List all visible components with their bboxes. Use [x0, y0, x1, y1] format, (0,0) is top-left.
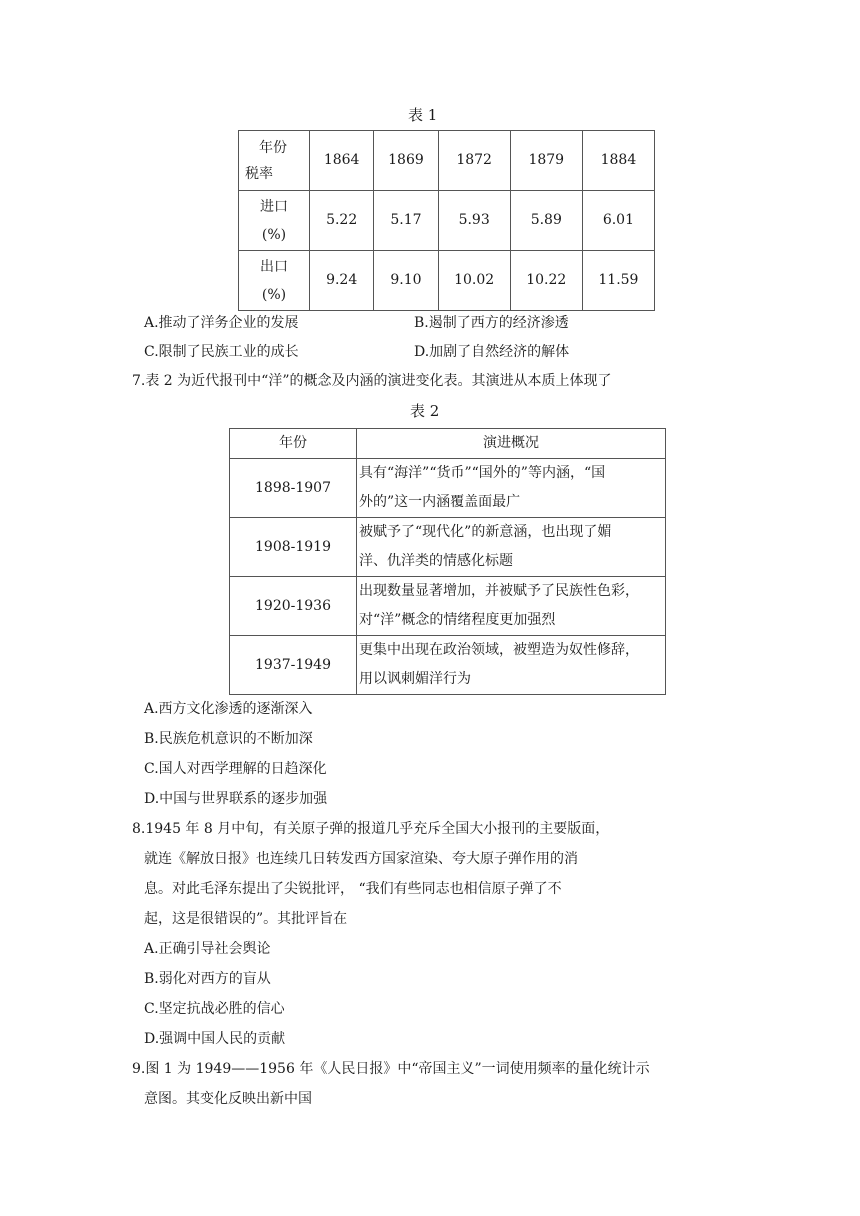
q8-option-c: C.坚定抗战必胜的信心 — [144, 1001, 285, 1017]
q6-option-c: C.限制了民族工业的成长 — [144, 344, 299, 360]
header-rate-label: 税率 — [245, 165, 273, 182]
table-row — [239, 251, 655, 311]
year-cell: 1884 — [582, 131, 654, 191]
table-row — [239, 131, 655, 191]
q6-option-b: B.遏制了西方的经济渗透 — [414, 315, 569, 331]
desc-cell — [357, 636, 666, 695]
value-cell: 10.02 — [438, 251, 510, 311]
row-label-export — [239, 251, 310, 311]
value-cell: 5.22 — [310, 191, 374, 251]
q8-stem-line: 息。对此毛泽东提出了尖锐批评， “我们有些同志也相信原子弹了不 — [144, 881, 562, 897]
q6-option-d: D.加剧了自然经济的解体 — [414, 344, 570, 360]
row-label-import — [239, 191, 310, 251]
row-label-bottom: (%) — [261, 286, 287, 303]
year-cell: 1864 — [310, 131, 374, 191]
row-label-top: 出口 — [260, 258, 288, 275]
header-year-label: 年份 — [259, 139, 287, 156]
q7-option-d: D.中国与世界联系的逐步加强 — [144, 791, 328, 807]
year-cell: 1869 — [374, 131, 438, 191]
table-row — [230, 459, 666, 518]
value-cell: 5.89 — [510, 191, 582, 251]
q6-option-a: A.推动了洋务企业的发展 — [144, 315, 299, 331]
table-row — [239, 191, 655, 251]
desc-cell — [357, 577, 666, 636]
q7-option-a: A.西方文化渗透的逐渐深入 — [144, 701, 313, 717]
desc-cell — [357, 518, 666, 577]
year-cell: 1920-1936 — [230, 577, 357, 636]
value-cell: 5.17 — [374, 191, 438, 251]
value-cell: 9.24 — [310, 251, 374, 311]
q9-stem-line: 意图。其变化反映出新中国 — [144, 1091, 312, 1107]
year-cell: 1937-1949 — [230, 636, 357, 695]
table2-caption: 表 2 — [410, 402, 440, 420]
q8-stem-line: 8.1945 年 8 月中旬，有关原子弹的报道几乎充斥全国大小报刊的主要版面， — [132, 821, 610, 837]
desc-line: 更集中出现在政治领域，被塑造为奴性修辞， — [359, 642, 639, 658]
q8-stem-line: 就连《解放日报》也连续几日转发西方国家渲染、夸大原子弹作用的消 — [144, 851, 578, 867]
q8-option-a: A.正确引导社会舆论 — [144, 941, 271, 957]
table-row — [230, 518, 666, 577]
q7-stem: 7.表 2 为近代报刊中“洋”的概念及内涵的演进变化表。其演进从本质上体现了 — [132, 373, 612, 389]
q8-option-d: D.强调中国人民的贡献 — [144, 1031, 286, 1047]
table-row — [230, 429, 666, 459]
q8-stem-line: 起，这是很错误的”。其批评旨在 — [144, 911, 348, 927]
desc-line: 洋、仇洋类的情感化标题 — [359, 553, 513, 569]
table-header-cell — [239, 131, 310, 191]
desc-line: 用以讽刺媚洋行为 — [359, 671, 471, 687]
q7-option-b: B.民族危机意识的不断加深 — [144, 731, 313, 747]
value-cell: 9.10 — [374, 251, 438, 311]
desc-cell — [357, 459, 666, 518]
table1-caption: 表 1 — [408, 106, 438, 124]
value-cell: 5.93 — [438, 191, 510, 251]
tax-rate-table — [238, 130, 655, 311]
desc-line: 外的”这一内涵覆盖面最广 — [359, 494, 521, 510]
table-row — [230, 577, 666, 636]
col-header-desc: 演进概况 — [357, 429, 666, 459]
value-cell: 6.01 — [582, 191, 654, 251]
year-cell: 1898-1907 — [230, 459, 357, 518]
value-cell: 10.22 — [510, 251, 582, 311]
desc-line: 具有“海洋”“货币”“国外的”等内涵，“国 — [359, 465, 606, 481]
year-cell: 1872 — [438, 131, 510, 191]
col-header-year: 年份 — [230, 429, 357, 459]
year-cell: 1879 — [510, 131, 582, 191]
desc-line: 对“洋”概念的情绪程度更加强烈 — [359, 612, 556, 628]
table-row — [230, 636, 666, 695]
value-cell: 11.59 — [582, 251, 654, 311]
desc-line: 被赋予了“现代化”的新意涵，也出现了媚 — [359, 524, 612, 540]
row-label-top: 进口 — [260, 198, 288, 215]
q7-option-c: C.国人对西学理解的日趋深化 — [144, 761, 327, 777]
yang-evolution-table — [229, 428, 666, 695]
q8-option-b: B.弱化对西方的盲从 — [144, 971, 271, 987]
row-label-bottom: (%) — [261, 226, 287, 243]
year-cell: 1908-1919 — [230, 518, 357, 577]
q9-stem-line: 9.图 1 为 1949——1956 年《人民日报》中“帝国主义”一词使用频率的量化统计示 — [132, 1061, 650, 1077]
desc-line: 出现数量显著增加，并被赋予了民族性色彩， — [359, 583, 639, 599]
